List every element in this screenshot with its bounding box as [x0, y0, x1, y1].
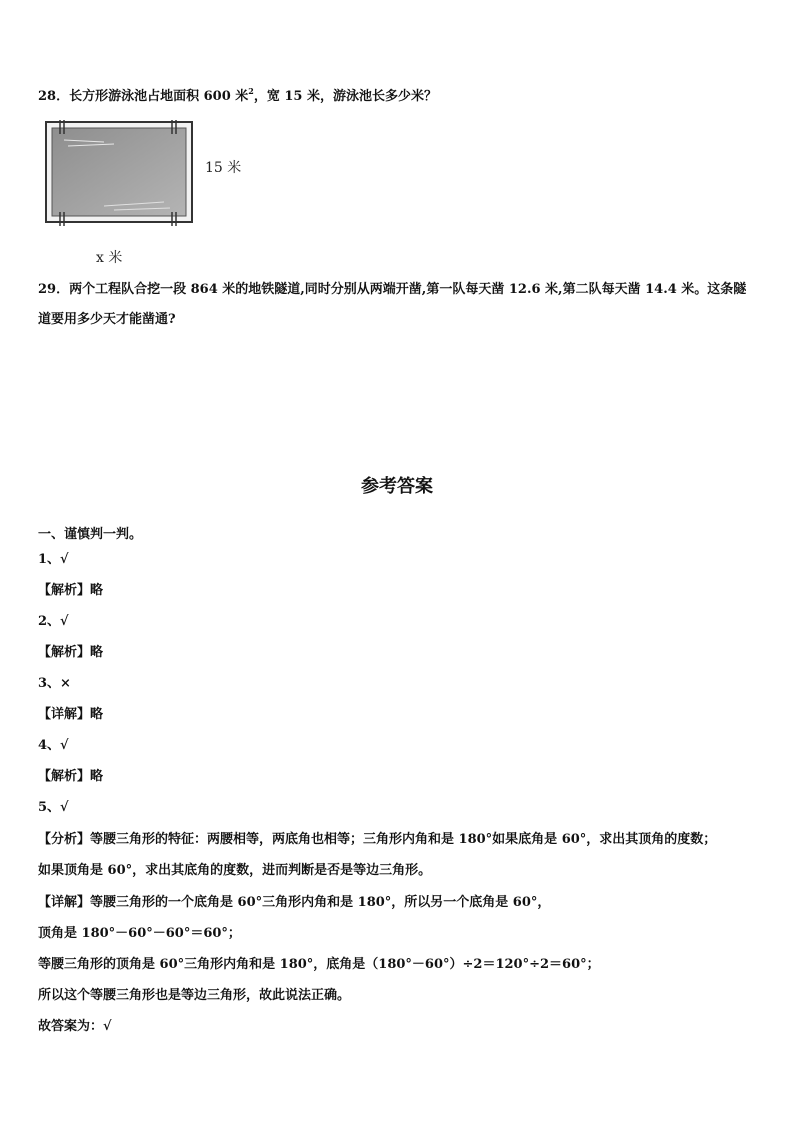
answer-line: 【分析】等腰三角形的特征：两腰相等，两底角也相等；三角形内角和是 180°如果底角是 60°，求出其顶角的度数；	[38, 832, 717, 847]
answer-line: 【解析】略	[38, 769, 104, 784]
pool-figure	[44, 120, 196, 226]
question-28: 28．长方形游泳池占地面积 600 米$^2$，宽 15 米，游泳池长多少米？	[38, 86, 438, 104]
answer-line: 【详解】略	[38, 707, 104, 722]
answer-line: 顶角是 180°－60°－60°＝60°；	[38, 926, 241, 941]
answer-line: 如果顶角是 60°，求出其底角的度数，进而判断是否是等边三角形。	[38, 863, 432, 878]
superscript: 2	[248, 86, 254, 96]
section-heading: 一、谨慎判一判。	[38, 527, 143, 542]
question-29-line2: 道要用多少天才能凿通?	[38, 312, 176, 327]
answer-line: 等腰三角形的顶角是 60°三角形内角和是 180°，底角是（180°－60°）÷2＝120°÷2＝60°；	[38, 957, 600, 972]
answer-line: 所以这个等腰三角形也是等边三角形，故此说法正确。	[38, 988, 351, 1003]
answers-title: 参考答案	[361, 476, 433, 497]
width-label: 15 米	[205, 160, 242, 176]
answer-line: 【解析】略	[38, 645, 104, 660]
pool-rectangle	[44, 120, 196, 226]
answer-line: 1、√	[38, 552, 69, 567]
length-label: x 米	[96, 250, 123, 266]
answer-line: 故答案为：√	[38, 1019, 112, 1034]
answer-line: 4、√	[38, 738, 69, 753]
answer-line: 【详解】等腰三角形的一个底角是 60°三角形内角和是 180°，所以另一个底角是 60°，	[38, 895, 551, 910]
answer-line: 5、√	[38, 800, 69, 815]
question-29-line1: 29．两个工程队合挖一段 864 米的地铁隧道,同时分别从两端开凿,第一队每天凿 12.6 米,第二队每天凿 14.4 米。这条隧	[38, 282, 747, 297]
answer-line: 2、√	[38, 614, 69, 629]
answer-line: 【解析】略	[38, 583, 104, 598]
answer-line: 3、×	[38, 676, 71, 691]
